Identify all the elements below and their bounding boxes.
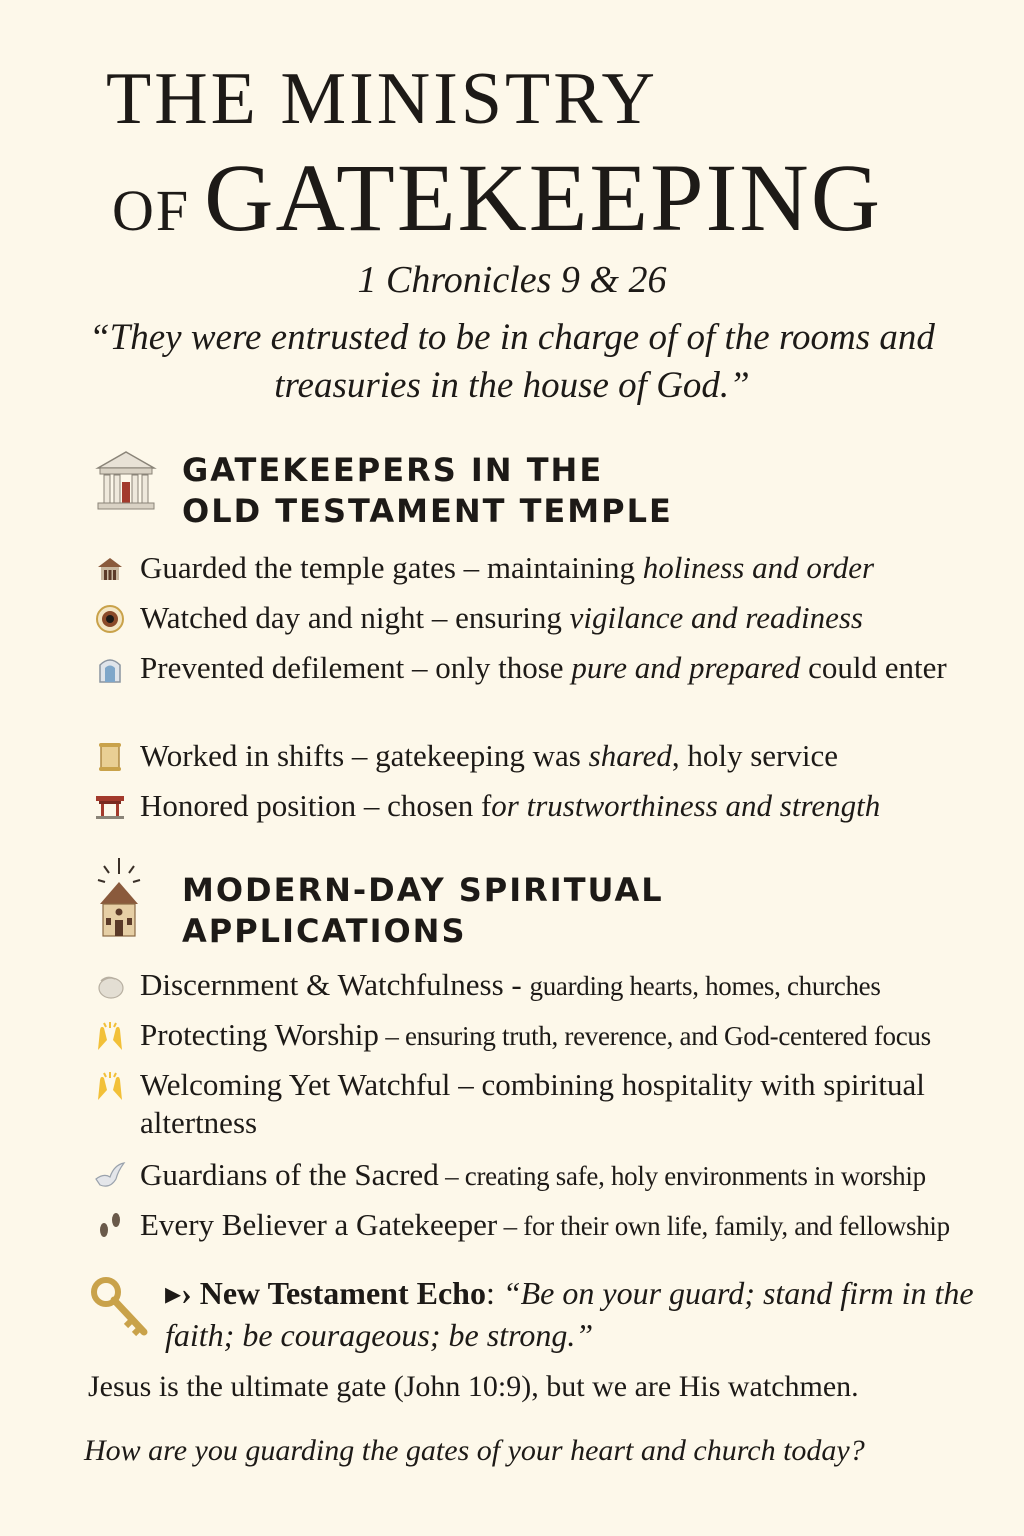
item-description: guarding hearts, homes, churches	[529, 971, 881, 1001]
section1-heading	[182, 450, 673, 532]
item-lead: Discernment & Watchfulness -	[140, 967, 530, 1002]
section2-heading-line2: APPLICATIONS	[182, 912, 467, 950]
item-emphasis: holiness and order	[642, 550, 875, 585]
footprints-icon	[94, 1210, 126, 1242]
praising-hands-icon	[94, 1070, 126, 1102]
new-testament-echo	[165, 1272, 1005, 1356]
list-item	[94, 1066, 1014, 1142]
item-lead: Prevented defilement – only those	[140, 650, 572, 685]
praising-hands-icon	[94, 1020, 126, 1052]
scripture-quote: “They were entrusted to be in charge of of the rooms and treasuries in the house of God.”	[89, 317, 935, 406]
echo-label: New Testament Echo	[199, 1275, 486, 1311]
section1-heading-line2: OLD TESTAMENT TEMPLE	[182, 492, 673, 530]
shell-icon	[94, 970, 126, 1002]
section1-heading-line1: GATEKEEPERS IN THE	[182, 451, 604, 489]
list-item	[94, 649, 1014, 687]
list-item	[94, 737, 1014, 775]
item-description: – creating safe, holy environments in worship	[438, 1161, 926, 1191]
echo-colon: :	[485, 1275, 503, 1311]
list-item	[94, 599, 1014, 637]
echo-quote: “Be on your guard; stand firm in the faith; be courageous; be strong.”	[165, 1275, 974, 1353]
item-lead: Welcoming Yet Watchful	[140, 1067, 451, 1102]
gate-icon	[94, 653, 126, 685]
reflection-question: How are you guarding the gates of your heart and church today?	[84, 1434, 865, 1467]
title-line-1: THE MINISTRY	[106, 58, 658, 140]
temple-icon	[94, 448, 158, 512]
item-lead: Worked in shifts – gatekeeping was	[140, 738, 589, 773]
list-item	[94, 1016, 1014, 1055]
item-emphasis: shared	[588, 738, 672, 773]
item-lead: Guardians of the Sacred	[140, 1157, 439, 1192]
item-emphasis: pure and prepared	[571, 650, 801, 685]
title-line-2	[112, 144, 883, 251]
list-item	[94, 966, 1014, 1005]
item-lead: Guarded the temple gates – maintaining	[140, 550, 643, 585]
item-tail: could enter	[800, 650, 947, 685]
item-lead: Watched day and night – ensuring	[140, 600, 570, 635]
eye-icon	[94, 603, 126, 635]
church-icon	[90, 856, 148, 940]
shrine-icon	[94, 791, 126, 823]
list-item	[94, 1156, 1014, 1195]
house-icon	[94, 553, 126, 585]
title-of: OF	[112, 178, 191, 243]
item-lead: Protecting Worship	[140, 1017, 379, 1052]
item-emphasis: or trustworthiness and strength	[491, 788, 881, 823]
item-emphasis: vigilance and readiness	[569, 600, 863, 635]
arrow-icon: ▸›	[165, 1275, 192, 1311]
item-lead: Every Believer a Gatekeeper	[140, 1207, 498, 1242]
item-description: – combining hospitality with spiritual altertness	[140, 1067, 925, 1140]
item-description: – ensuring truth, reverence, and God-centered focus	[378, 1021, 931, 1051]
closing-statement: Jesus is the ultimate gate (John 10:9), but we are His watchmen.	[88, 1370, 859, 1403]
list-item	[94, 787, 1014, 825]
scripture-reference: 1 Chronicles 9 & 26	[357, 259, 667, 301]
dove-icon	[94, 1160, 126, 1192]
item-tail: , holy service	[671, 738, 839, 773]
list-item	[94, 549, 1014, 587]
section2-heading	[182, 870, 664, 952]
item-description: – for their own life, family, and fellowship	[497, 1211, 950, 1241]
item-lead: Honored position – chosen f	[140, 788, 492, 823]
list-item	[94, 1206, 1014, 1245]
key-icon	[90, 1276, 152, 1342]
scroll-icon	[94, 741, 126, 773]
title-gatekeeping: GATEKEEPING	[204, 144, 883, 251]
section2-heading-line1: MODERN-DAY SPIRITUAL	[182, 871, 664, 909]
